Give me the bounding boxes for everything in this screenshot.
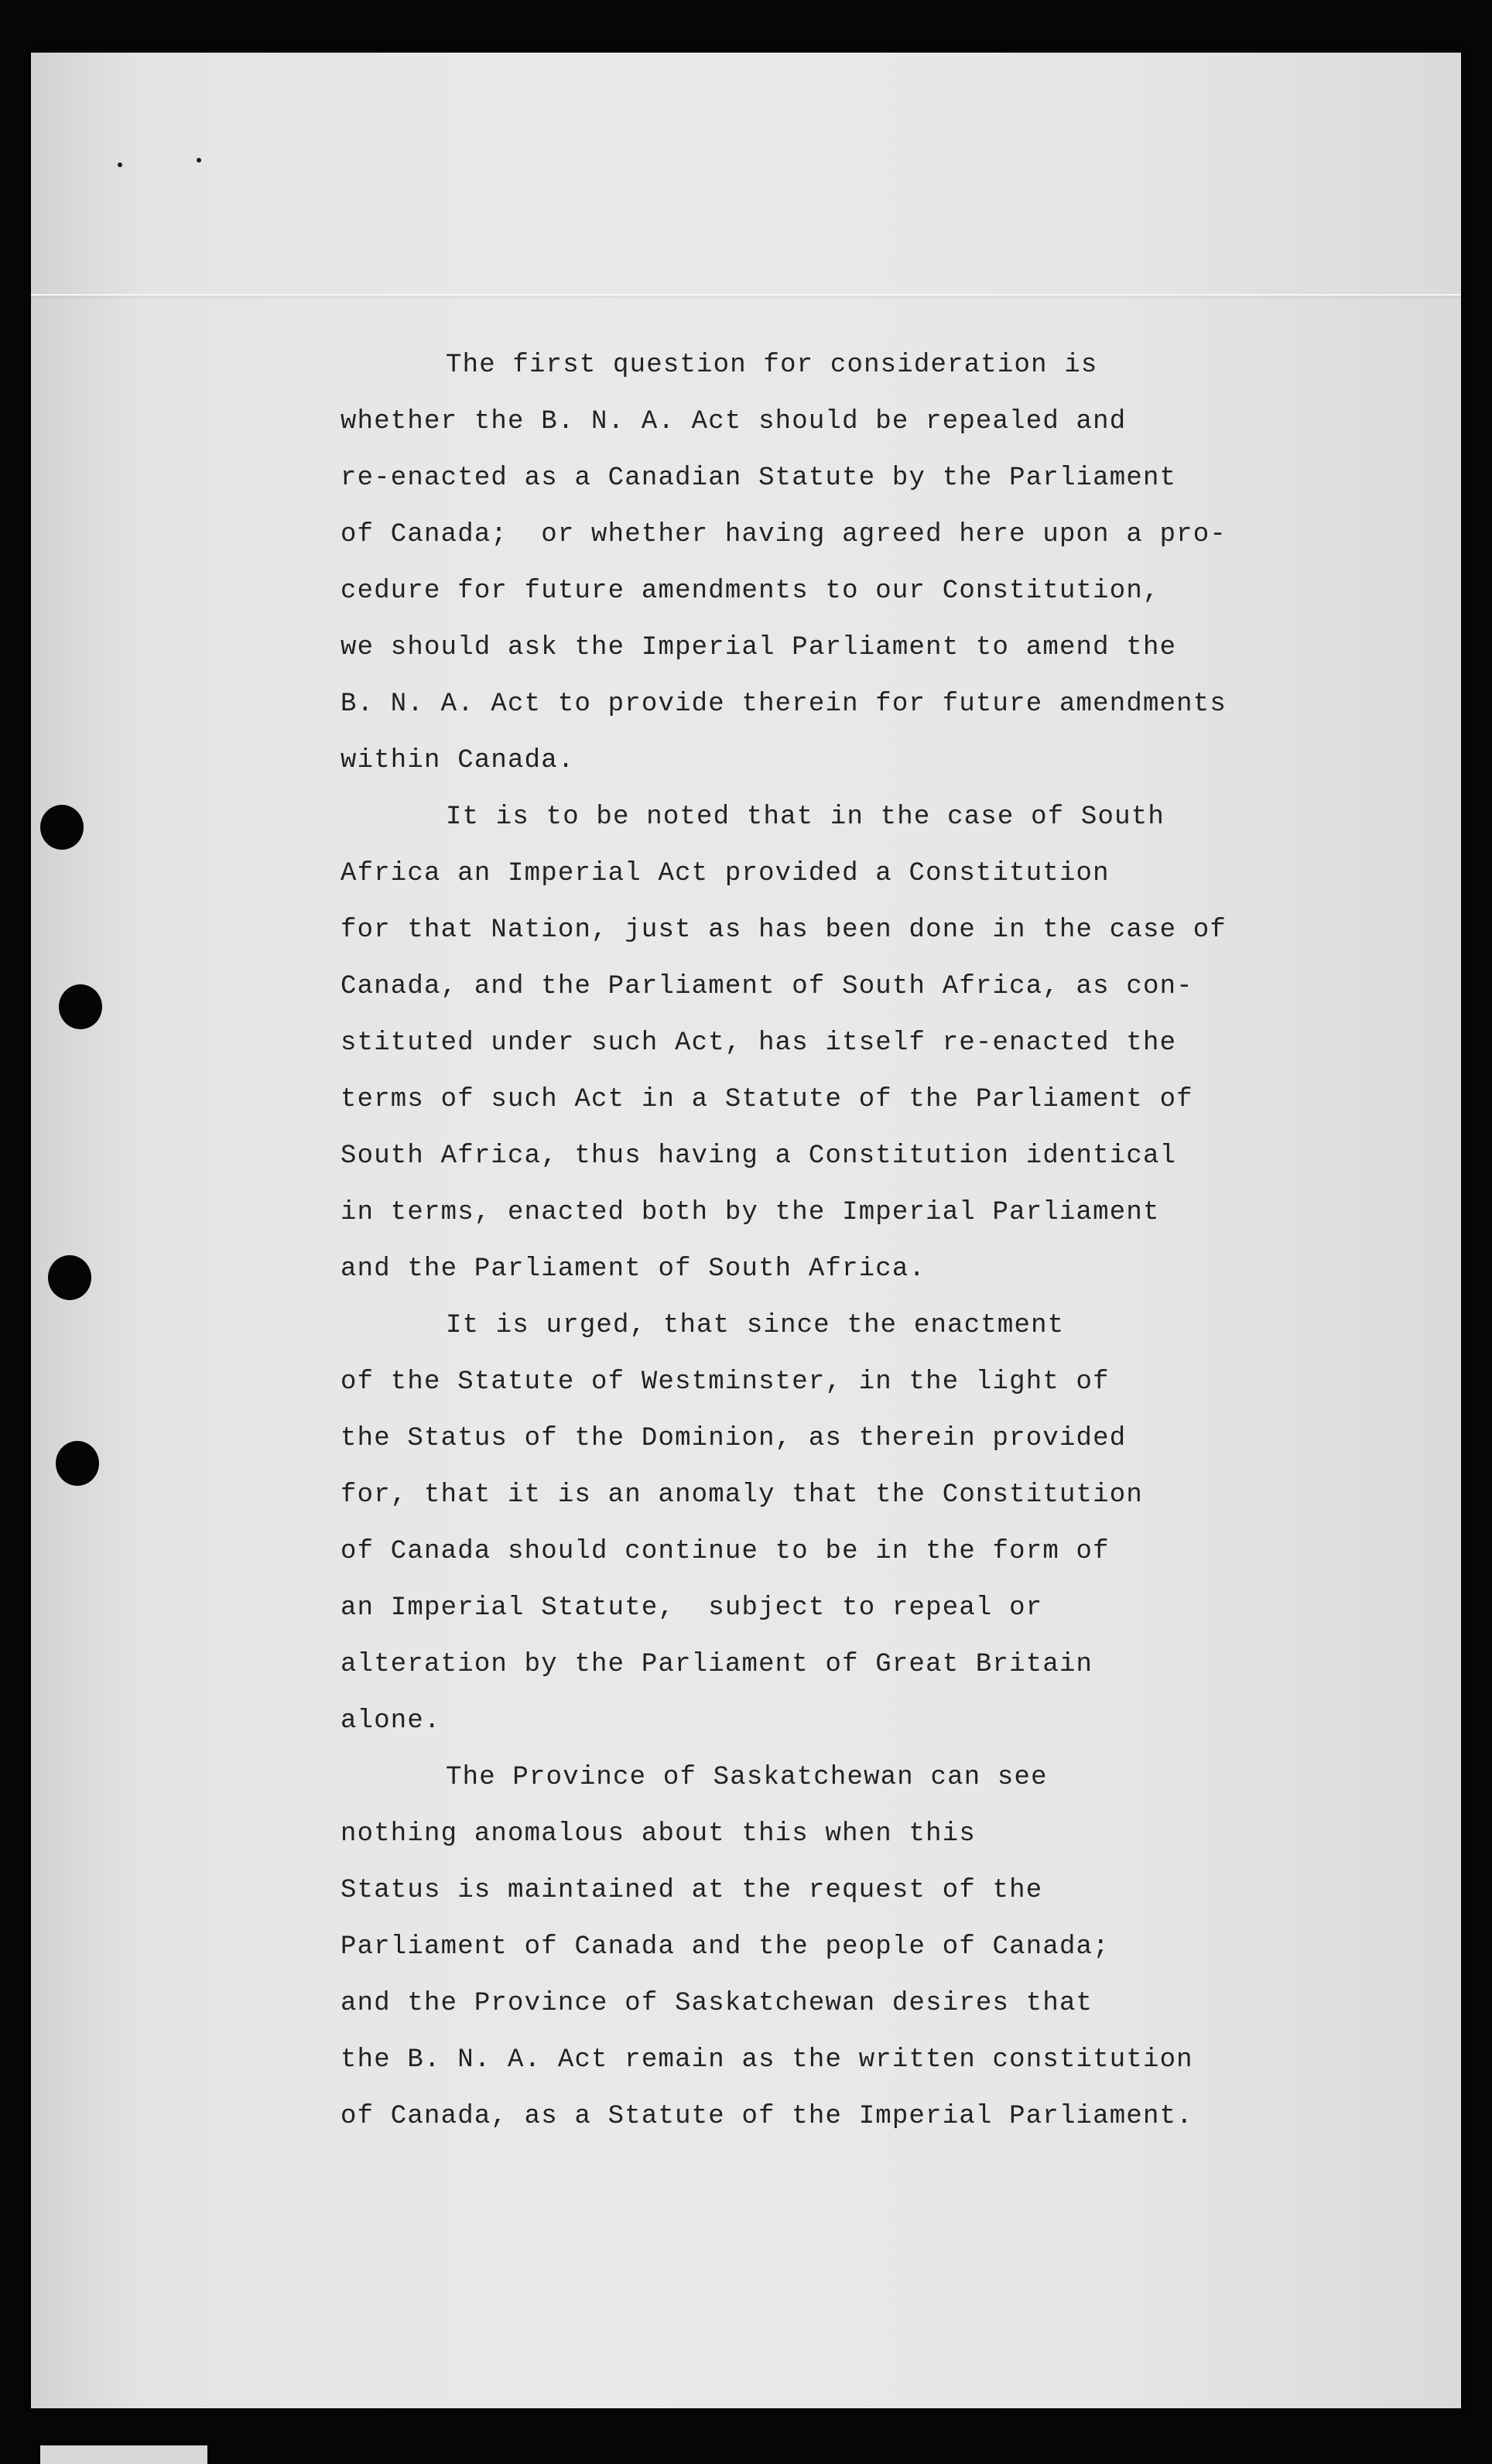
text-line: Africa an Imperial Act provided a Constitution <box>340 859 1110 888</box>
fold-line <box>31 294 1461 296</box>
text-line: the Status of the Dominion, as therein provided <box>340 1424 1127 1453</box>
text-line: Parliament of Canada and the people of Canada; <box>340 1932 1110 1962</box>
text-line: and the Province of Saskatchewan desires that <box>340 1989 1093 2018</box>
text-line: alteration by the Parliament of Great Britain <box>340 1650 1093 1679</box>
punch-hole <box>56 1441 99 1486</box>
punch-hole <box>59 984 102 1029</box>
text-line: terms of such Act in a Statute of the Parliament of <box>340 1085 1193 1114</box>
punch-hole <box>48 1255 91 1300</box>
text-line: in terms, enacted both by the Imperial Parliament <box>340 1198 1160 1227</box>
text-line: of Canada; or whether having agreed here upon a pro- <box>340 520 1227 549</box>
text-line: for that Nation, just as has been done in the case of <box>340 915 1227 945</box>
text-line: of Canada, as a Statute of the Imperial Parliament. <box>340 2102 1193 2131</box>
paragraph-1 <box>340 337 1331 789</box>
text-line: cedure for future amendments to our Constitution, <box>340 577 1160 606</box>
text-line: B. N. A. Act to provide therein for future amendments <box>340 690 1227 719</box>
text-line: alone. <box>340 1706 441 1736</box>
text-line: South Africa, thus having a Constitution identical <box>340 1141 1177 1171</box>
text-line: stituted under such Act, has itself re-enacted the <box>340 1028 1177 1058</box>
text-line: re-enacted as a Canadian Statute by the Parliament <box>340 464 1177 493</box>
text-line: It is to be noted that in the case of South <box>446 803 1165 832</box>
text-line: nothing anomalous about this when this <box>340 1819 976 1849</box>
paper-edge-tab <box>40 2445 207 2464</box>
punch-hole <box>40 805 84 850</box>
text-line: whether the B. N. A. Act should be repealed and <box>340 407 1127 436</box>
text-line: of the Statute of Westminster, in the light of <box>340 1367 1110 1397</box>
document-page <box>31 53 1461 2408</box>
text-line: for, that it is an anomaly that the Constitution <box>340 1480 1143 1510</box>
text-line: an Imperial Statute, subject to repeal or <box>340 1593 1043 1623</box>
paragraph-3 <box>340 1298 1331 1750</box>
text-line: The Province of Saskatchewan can see <box>446 1763 1048 1792</box>
paragraph-4 <box>340 1750 1331 2145</box>
text-line: The first question for consideration is <box>446 351 1098 380</box>
text-line: Status is maintained at the request of the <box>340 1876 1043 1905</box>
text-line: of Canada should continue to be in the form of <box>340 1537 1110 1566</box>
text-line: and the Parliament of South Africa. <box>340 1254 926 1284</box>
text-line: It is urged, that since the enactment <box>446 1311 1065 1340</box>
text-line: Canada, and the Parliament of South Africa, as con- <box>340 972 1193 1001</box>
ink-speck <box>118 163 122 167</box>
paragraph-2 <box>340 789 1331 1298</box>
ink-speck <box>197 158 201 163</box>
text-line: within Canada. <box>340 746 575 775</box>
typed-text <box>340 337 1331 2145</box>
text-line: the B. N. A. Act remain as the written constitution <box>340 2045 1193 2075</box>
text-line: we should ask the Imperial Parliament to amend the <box>340 633 1177 662</box>
